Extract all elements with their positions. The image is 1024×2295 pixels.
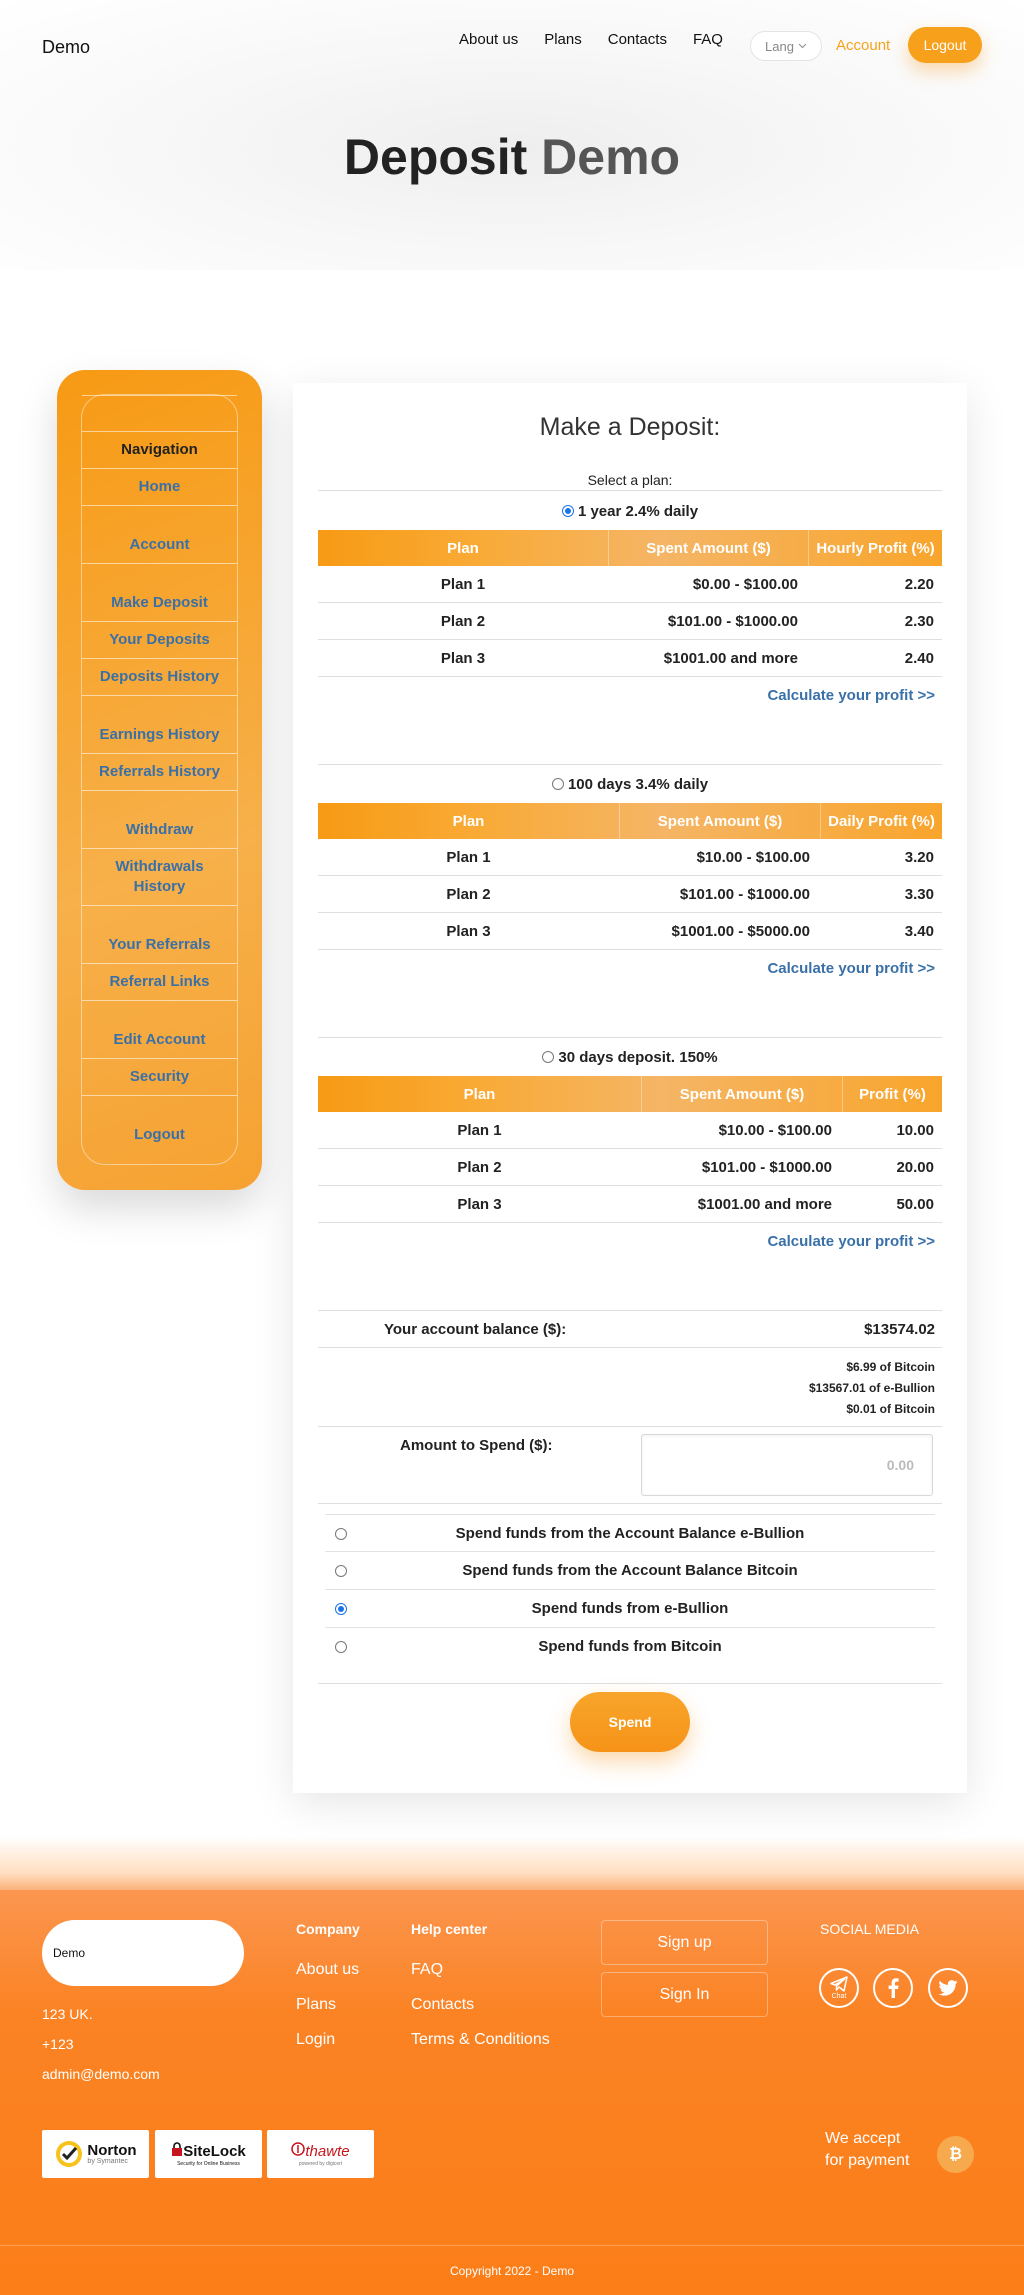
norton-label: Norton [87,2142,137,2159]
thawte-icon [291,2142,305,2156]
plan-option-1[interactable] [293,503,967,520]
footer-help-heading: Help center [411,1921,488,1937]
thawte-sub: powered by digicert [298,2160,343,2167]
norton-sub: by Symantec [87,2158,128,2165]
divider [82,905,237,906]
balance-label: Your account balance ($): [384,1321,567,1338]
divider [82,848,237,849]
plan-radio-1[interactable] [562,505,574,517]
column-header: Spent Amount ($) [619,803,820,839]
amount-label: Amount to Spend ($): [400,1437,553,1454]
table-cell: Plan 1 [457,1121,502,1139]
copyright: Copyright 2022 - Demo [449,2264,575,2278]
table-cell: 3.40 [904,922,934,940]
sidebar-item-referrals-history[interactable]: Referrals History [99,763,220,780]
spend-option[interactable] [325,1552,935,1590]
sidebar-item-your-deposits[interactable]: Your Deposits [109,631,210,648]
column-header: Plan [452,812,485,830]
column-header: Plan [447,539,479,557]
divider [82,1058,237,1059]
divider [82,790,237,791]
payment-text-2: for payment [825,2152,910,2169]
table-row [318,1149,942,1186]
calculate-profit-link-2[interactable]: Calculate your profit >> [767,960,935,977]
footer-company-heading: Company [296,1921,360,1937]
table-cell: 3.30 [904,885,934,903]
sidebar [57,370,262,1190]
table-cell: Plan 3 [457,1195,502,1213]
table-cell: 10.00 [896,1121,934,1139]
column-header: Hourly Profit (%) [808,530,942,566]
social-media-heading: SOCIAL MEDIA [820,1921,920,1937]
thawte-text: thawte [305,2142,350,2160]
table-cell: $10.00 - $100.00 [718,1121,832,1139]
table-cell: Plan 2 [440,612,486,630]
sidebar-item-withdraw[interactable]: Withdraw [125,821,194,838]
table-cell: Plan 1 [446,848,491,866]
plan-option-2[interactable] [293,776,967,793]
balance-value: $13574.02 [864,1321,935,1338]
payment-text-1: We accept [825,2130,901,2147]
language-label: Lang [765,38,794,54]
top-nav [459,31,723,48]
divider [82,695,237,696]
norton-text [87,2143,136,2165]
lock-icon [171,2142,183,2156]
hero-header [0,0,1024,270]
table-cell: $0.00 - $100.00 [692,575,798,593]
sitelock-sub: Security for Online Business [177,2160,240,2167]
table-cell: $101.00 - $1000.00 [679,885,810,903]
language-select[interactable] [750,31,822,61]
column-header: Spent Amount ($) [641,1076,842,1112]
plan-table-1 [318,530,942,677]
deposit-title: Make a Deposit: [539,413,721,441]
spend-button[interactable]: Spend [570,1692,690,1752]
footer-link-plans[interactable]: Plans [296,1996,337,2013]
divider [318,1310,942,1311]
plan-name-3: 30 days deposit. 150% [558,1049,718,1066]
spend-option-label: Spend funds from the Account Balance e-Bullion [455,1525,805,1542]
sidebar-heading: Navigation [121,441,198,458]
sign-in-button[interactable]: Sign In [601,1972,768,2017]
thawte-badge [267,2130,374,2178]
divider [318,764,942,765]
sidebar-nav [81,394,238,1165]
plan-radio-3[interactable] [542,1051,554,1063]
divider [82,1095,237,1096]
twitter-glyph [938,1980,958,1996]
spend-option-label: Spend funds from the Account Balance Bitcoin [462,1562,798,1579]
sub-balance-bitcoin-2: $0.01 of Bitcoin [846,1402,935,1416]
bitcoin-icon: ₿ [937,2136,974,2173]
table-cell: Plan 1 [440,575,486,593]
sitelock-text: SiteLock [183,2142,246,2160]
table-row [318,1186,942,1223]
account-link[interactable]: Account [836,37,891,54]
plan-name-1: 1 year 2.4% daily [577,503,699,520]
select-plan-label: Select a plan: [587,472,673,488]
spend-option[interactable] [325,1514,935,1552]
divider [82,621,237,622]
spend-option-label: Spend funds from Bitcoin [538,1638,722,1655]
table-cell: $1001.00 and more [663,649,798,667]
spend-option[interactable] [325,1628,935,1666]
table-header [318,1076,942,1112]
table-cell: Plan 2 [457,1158,502,1176]
footer-link-login[interactable]: Login [296,2031,336,2048]
sidebar-item-make-deposit[interactable]: Make Deposit [111,594,208,611]
divider [82,753,237,754]
divider [82,563,237,564]
sub-balance-bitcoin: $6.99 of Bitcoin [846,1360,935,1374]
telegram-chat-label: Chat [831,1993,847,2000]
plan-table-2 [318,803,942,950]
telegram-icon[interactable] [819,1968,859,2008]
footer-link-about-us[interactable]: About us [296,1961,360,1978]
footer-email[interactable]: admin@demo.com [42,2066,160,2082]
sitelock-badge [155,2130,262,2178]
sidebar-item-earnings-history[interactable]: Earnings History [99,726,220,743]
table-row [318,566,942,603]
table-row [318,876,942,913]
divider [82,505,237,506]
divider [318,1683,942,1684]
divider [82,468,237,469]
telegram-glyph [830,1976,848,1992]
table-cell: 2.30 [904,612,934,630]
table-cell: 20.00 [896,1158,934,1176]
table-header [318,803,942,839]
table-cell: 50.00 [896,1195,934,1213]
deposit-card [293,383,967,1793]
norton-badge [42,2130,149,2178]
table-cell: 2.40 [904,649,934,667]
sidebar-item-home[interactable]: Home [138,478,181,495]
footer [0,1890,1024,2295]
spend-option[interactable] [325,1590,935,1628]
column-header: Daily Profit (%) [820,803,942,839]
sign-up-button[interactable]: Sign up [601,1920,768,1965]
nav-plans[interactable]: Plans [544,31,582,48]
footer-address: 123 UK. [42,2006,93,2022]
sub-balance-ebullion: $13567.01 of e-Bullion [808,1381,935,1395]
sidebar-item-edit-account[interactable]: Edit Account [113,1031,206,1048]
sidebar-item-your-referrals[interactable]: Your Referrals [108,936,211,953]
calculate-profit-link-3[interactable]: Calculate your profit >> [767,1233,935,1250]
table-row [318,913,942,950]
footer-glow [0,1837,1024,1897]
amount-input[interactable] [641,1434,933,1496]
sitelock-label [171,2142,246,2159]
plan-table-3 [318,1076,942,1223]
divider [82,963,237,964]
divider [82,395,237,396]
nav-contacts[interactable]: Contacts [607,31,667,48]
divider [82,1000,237,1001]
table-cell: $10.00 - $100.00 [696,848,810,866]
divider [318,1426,942,1427]
divider [318,1037,942,1038]
table-cell: Plan 3 [446,922,491,940]
footer-link-terms[interactable]: Terms & Conditions [411,2031,550,2048]
column-header: Spent Amount ($) [608,530,808,566]
page-title [0,128,1024,186]
sidebar-item-deposits-history[interactable]: Deposits History [99,668,220,685]
table-cell: 2.20 [904,575,934,593]
sidebar-item-security[interactable]: Security [129,1068,190,1085]
table-cell: Plan 3 [440,649,486,667]
table-cell: $101.00 - $1000.00 [701,1158,832,1176]
plan-option-3[interactable] [293,1049,967,1066]
divider [82,431,237,432]
plan-name-2: 100 days 3.4% daily [567,776,709,793]
sidebar-item-referral-links[interactable]: Referral Links [109,973,210,990]
thawte-label [291,2142,349,2159]
footer-phone: +123 [42,2036,74,2052]
sidebar-item-account[interactable]: Account [129,536,190,553]
nav-faq[interactable]: FAQ [692,31,723,48]
logout-button[interactable]: Logout [908,27,982,63]
table-cell: $1001.00 - $5000.00 [671,922,810,940]
sidebar-item-logout[interactable]: Logout [134,1126,185,1143]
calculate-profit-link-1[interactable]: Calculate your profit >> [767,687,935,704]
table-row [318,603,942,640]
norton-check-icon [54,2139,84,2169]
table-cell: 3.20 [904,848,934,866]
divider [318,1503,942,1504]
divider [318,490,942,491]
spend-option-label: Spend funds from e-Bullion [531,1600,729,1617]
table-row [318,640,942,677]
divider [318,1347,942,1348]
brand-logo[interactable]: Demo [42,37,91,57]
table-cell: $1001.00 and more [697,1195,832,1213]
divider [0,2245,1024,2246]
table-header [318,530,942,566]
table-cell: $101.00 - $1000.00 [667,612,798,630]
chevron-down-icon [798,43,807,49]
divider [82,658,237,659]
column-header: Profit (%) [842,1076,942,1112]
footer-logo[interactable]: Demo [42,1920,244,1986]
facebook-glyph [887,1978,899,1998]
page-title-bold: Deposit [343,129,528,185]
footer-link-contacts[interactable]: Contacts [411,1996,475,2013]
column-header: Plan [463,1085,496,1103]
table-row [318,1112,942,1149]
twitter-icon[interactable] [928,1968,968,2008]
table-cell: Plan 2 [446,885,491,903]
facebook-icon[interactable] [873,1968,913,2008]
footer-link-faq[interactable]: FAQ [411,1961,444,1978]
page-title-light: Demo [541,129,681,185]
table-row [318,839,942,876]
sidebar-item-withdrawals-history[interactable]: Withdrawals History [115,858,204,895]
plan-radio-2[interactable] [552,778,564,790]
nav-about-us[interactable]: About us [459,31,519,48]
